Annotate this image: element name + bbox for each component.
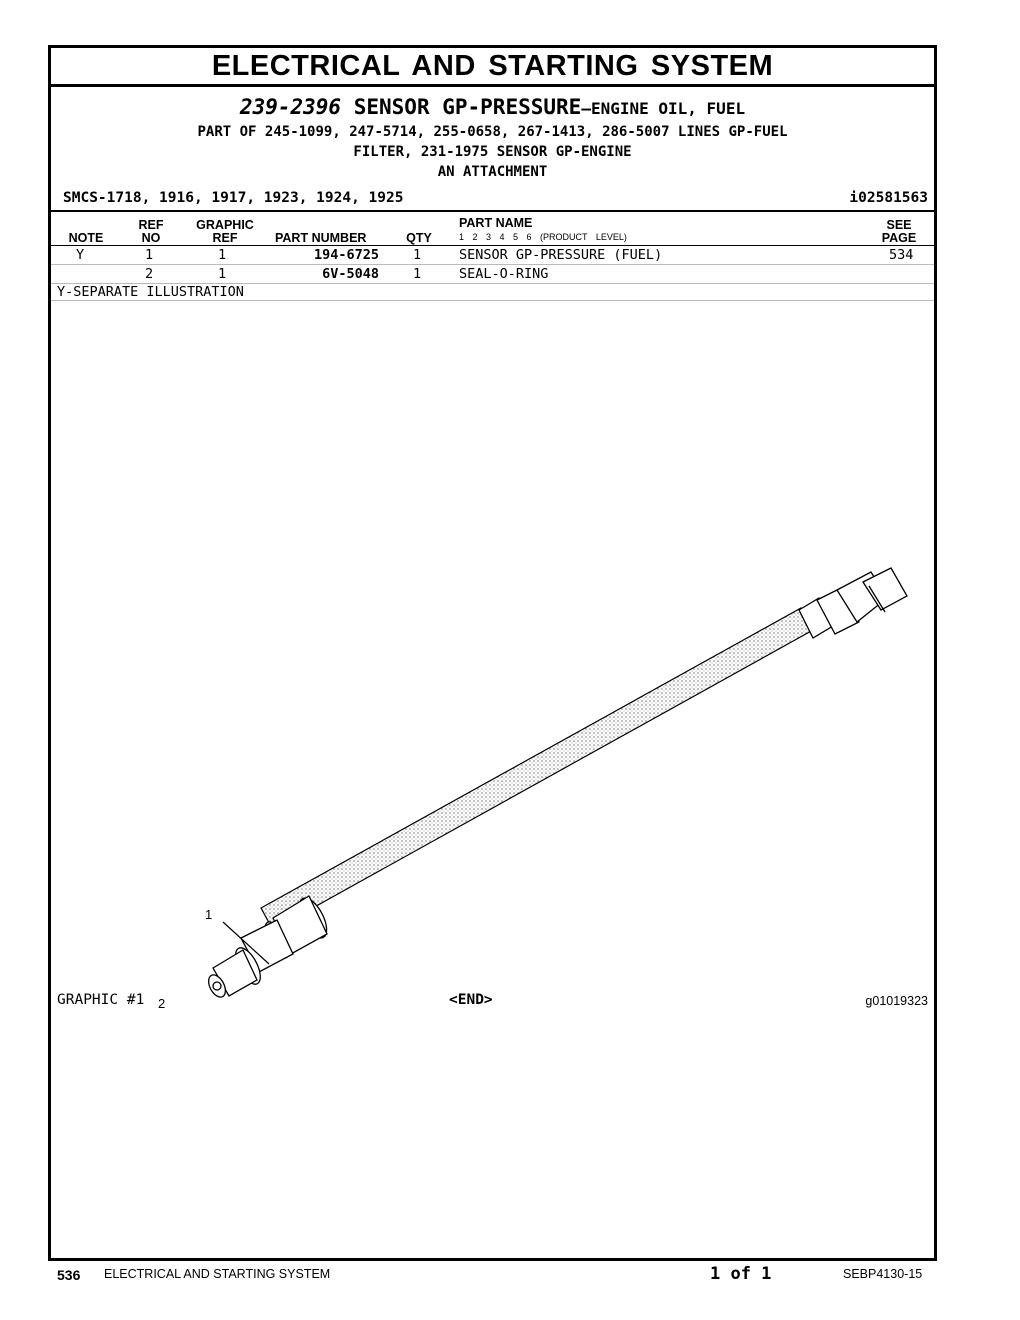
row1-part-number: 194-6725 — [313, 247, 379, 263]
header-see-page-bottom: PAGE — [881, 231, 917, 245]
callout-2: 2 — [158, 996, 166, 1011]
part-heading — [51, 95, 934, 119]
header-part-name: PART NAME — [459, 216, 533, 230]
graphic-label: GRAPHIC #1 — [57, 992, 145, 1008]
row2-graphic-ref: 1 — [218, 266, 227, 282]
header-graphic-ref-top: GRAPHIC — [196, 218, 254, 232]
smcs-codes: SMCS-1718, 1916, 1917, 1923, 1924, 1925 — [63, 190, 404, 206]
row1-qty: 1 — [413, 247, 422, 263]
row2-ref-no: 2 — [145, 266, 154, 282]
connector-shape — [799, 568, 907, 638]
row-divider — [51, 264, 934, 265]
part-of-line-2: FILTER, 231-1975 SENSOR GP-ENGINE — [353, 144, 632, 160]
row2-part-number: 6V-5048 — [322, 266, 379, 282]
graphic-code: g01019323 — [865, 994, 928, 1008]
header-graphic-ref-bottom: REF — [212, 231, 238, 245]
heading-subtitle: ENGINE OIL, FUEL — [590, 99, 746, 118]
header-ref-no-bottom: NO — [141, 231, 161, 245]
part-of-line-3: AN ATTACHMENT — [437, 164, 548, 180]
footer-doc-id: SEBP4130-15 — [843, 1267, 923, 1281]
hose-shape — [261, 608, 813, 930]
row1-note: Y — [76, 247, 85, 263]
row1-graphic-ref: 1 — [218, 247, 227, 263]
heading-part-name: SENSOR GP-PRESSURE — [353, 95, 582, 119]
callout-1: 1 — [205, 907, 213, 922]
row1-part-name: SENSOR GP-PRESSURE (FUEL) — [459, 247, 663, 263]
header-rule — [51, 245, 934, 246]
header-part-number: PART NUMBER — [275, 231, 367, 245]
table-top-rule — [51, 210, 934, 212]
document-ident: i02581563 — [849, 190, 928, 206]
row2-qty: 1 — [413, 266, 422, 282]
row1-see-page: 534 — [889, 247, 914, 263]
heading-part-number: 239-2396 — [239, 95, 342, 119]
heading-dash: – — [581, 99, 591, 118]
header-ref-no-top: REF — [138, 218, 164, 232]
row1-ref-no: 1 — [145, 247, 154, 263]
footer-page-number: 536 — [57, 1267, 81, 1283]
header-note: NOTE — [68, 231, 104, 245]
section-title: ELECTRICAL AND STARTING SYSTEM — [211, 50, 774, 82]
footer-page-count: 1 of 1 — [710, 1264, 772, 1284]
page-frame — [48, 45, 937, 1261]
end-label: <END> — [449, 992, 493, 1008]
title-divider — [51, 84, 934, 87]
footer-section: ELECTRICAL AND STARTING SYSTEM — [104, 1267, 331, 1281]
header-qty: QTY — [406, 231, 432, 245]
header-see-page-top: SEE — [886, 218, 912, 232]
header-product-level: 1 2 3 4 5 6 (PRODUCT LEVEL) — [459, 232, 627, 242]
note-rule — [51, 300, 934, 301]
separate-illustration-note: Y-SEPARATE ILLUSTRATION — [57, 284, 244, 300]
row2-part-name: SEAL-O-RING — [459, 266, 549, 282]
part-of-line-1: PART OF 245-1099, 247-5714, 255-0658, 267-1413, 286-5007 LINES GP-FUEL — [197, 124, 788, 140]
